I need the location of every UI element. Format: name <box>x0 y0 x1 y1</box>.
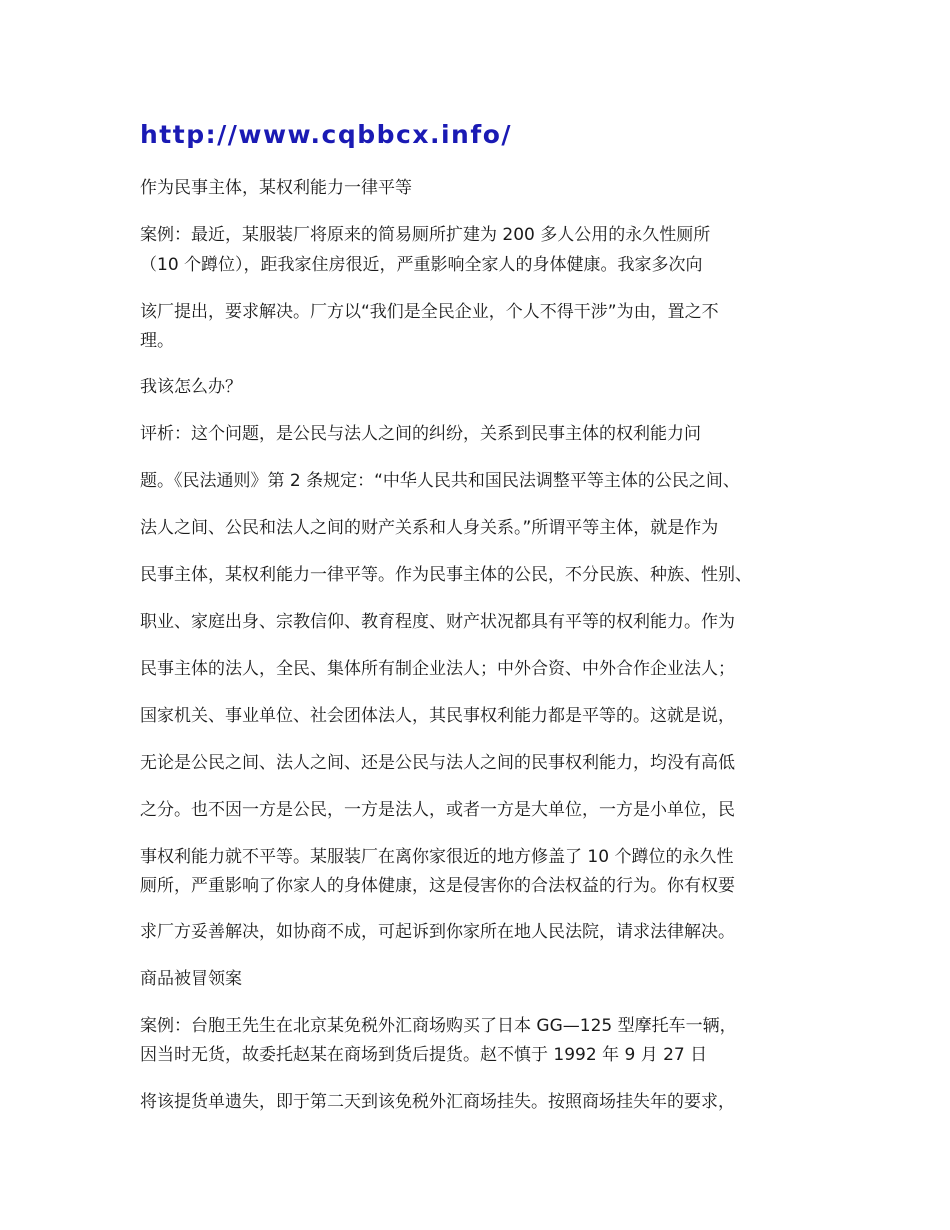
paragraph-line: 职业、家庭出身、宗教信仰、教育程度、财产状况都具有平等的权利能力。作为 <box>140 612 735 632</box>
paragraph-line: 厕所，严重影响了你家人的身体健康，这是侵害你的合法权益的行为。你有权要 <box>140 876 735 896</box>
paragraph-line: 评析：这个问题，是公民与法人之间的纠纷，关系到民事主体的权利能力问 <box>140 424 701 444</box>
paragraph-line: 民事主体的法人，全民、集体所有制企业法人；中外合资、中外合作企业法人； <box>140 659 735 679</box>
paragraph-line: 求厂方妥善解决，如协商不成，可起诉到你家所在地人民法院，请求法律解决。 <box>140 922 735 942</box>
paragraph-line: 案例：最近，某服装厂将原来的简易厕所扩建为 200 多人公用的永久性厕所 <box>140 225 711 245</box>
paragraph-line: 将该提货单遗失，即于第二天到该免税外汇商场挂失。按照商场挂失年的要求， <box>140 1092 735 1112</box>
paragraph-line: 因当时无货，故委托赵某在商场到货后提货。赵不慎于 1992 年 9 月 27 日 <box>140 1045 708 1065</box>
paragraph-line: 案例：台胞王先生在北京某免税外汇商场购买了日本 GG—125 型摩托车一辆， <box>140 1016 737 1036</box>
paragraph-line: （10 个蹲位），距我家住房很近，严重影响全家人的身体健康。我家多次向 <box>140 255 703 275</box>
paragraph-line: 题。《民法通则》第 2 条规定：“中华人民共和国民法调整平等主体的公民之间、 <box>140 471 740 491</box>
paragraph-line: 无论是公民之间、法人之间、还是公民与法人之间的民事权利能力，均没有高低 <box>140 753 735 773</box>
paragraph-line: 之分。也不因一方是公民，一方是法人，或者一方是大单位，一方是小单位，民 <box>140 800 735 820</box>
paragraph-line: 我该怎么办？ <box>140 377 242 397</box>
section-heading: 作为民事主体，某权利能力一律平等 <box>140 178 412 198</box>
paragraph-line: 理。 <box>140 331 174 351</box>
paragraph-line: 该厂提出，要求解决。厂方以“我们是全民企业，个人不得干涉”为由，置之不 <box>140 302 719 322</box>
header-url-link[interactable]: http://www.cqbbcx.info/ <box>140 120 513 149</box>
paragraph-line: 民事主体，某权利能力一律平等。作为民事主体的公民，不分民族、种族、性别、 <box>140 565 752 585</box>
paragraph-line: 国家机关、事业单位、社会团体法人，其民事权利能力都是平等的。这就是说， <box>140 706 735 726</box>
paragraph-line: 法人之间、公民和法人之间的财产关系和人身关系。”所谓平等主体，就是作为 <box>140 518 719 538</box>
paragraph-line: 事权利能力就不平等。某服装厂在离你家很近的地方修盖了 10 个蹲位的永久性 <box>140 847 734 867</box>
section-heading: 商品被冒领案 <box>140 969 242 989</box>
